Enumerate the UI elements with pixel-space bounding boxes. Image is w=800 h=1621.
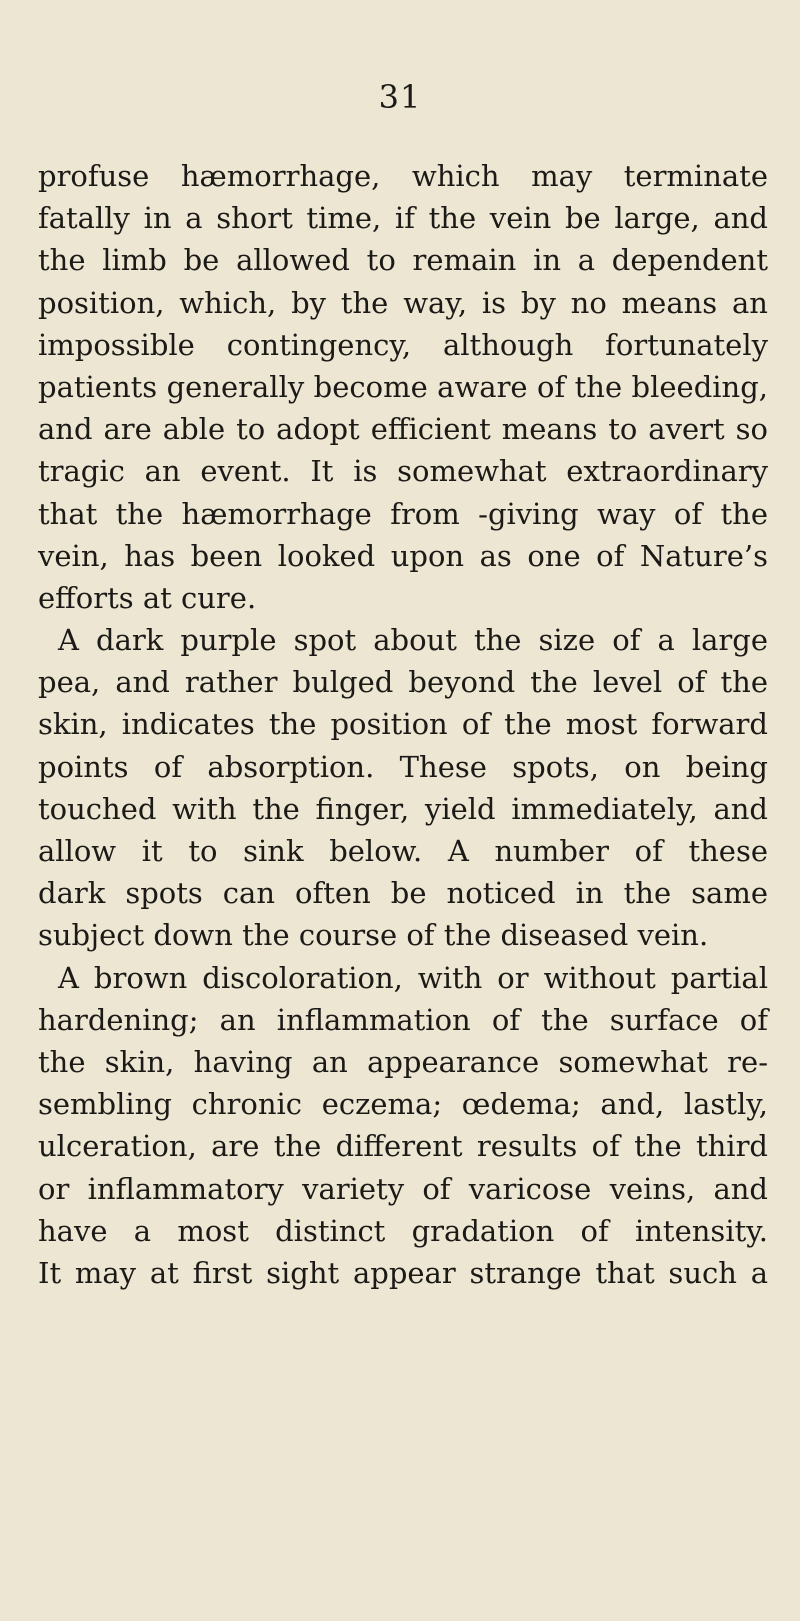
body-text [38, 155, 768, 1294]
text-line: the limb be allowed to remain in a dependent [38, 243, 768, 278]
text-line: sembling chronic eczema; œdema; and, lastly, [38, 1087, 768, 1122]
text-line: skin, indicates the position of the most forward [38, 707, 768, 742]
page-number: 31 [378, 78, 422, 116]
text-line: impossible contingency, although fortunately [38, 327, 768, 362]
text-line: It may at first sight appear strange that such a [38, 1255, 768, 1290]
text-line: hardening; an inflammation of the surface of [38, 1002, 768, 1037]
text-line: points of absorption. These spots, on being [38, 749, 768, 784]
text-line: profuse hæmorrhage, which may terminate [38, 159, 768, 193]
text-line: pea, and rather bulged beyond the level of the [38, 665, 768, 700]
text-line: and are able to adopt efficient means to avert so [38, 412, 768, 447]
text-line: position, which, by the way, is by no means an [38, 285, 768, 320]
text-line: fatally in a short time, if the vein be large, and [38, 201, 768, 236]
text-line: patients generally become aware of the bleeding, [38, 369, 768, 404]
text-line: the skin, having an appearance somewhat re- [38, 1044, 768, 1079]
text-line: efforts at cure. [38, 580, 257, 615]
text-line: vein, has been looked upon as one of Nature’s [38, 538, 768, 573]
text-line: A dark purple spot about the size of a large [58, 623, 768, 658]
text-line: subject down the course of the diseased vein. [38, 918, 709, 953]
text-line: or inflammatory variety of varicose veins, and [38, 1171, 768, 1206]
text-line: have a most distinct gradation of intensity. [38, 1213, 768, 1248]
text-line: A brown discoloration, with or without partial [58, 960, 768, 995]
text-line: allow it to sink below. A number of these [38, 834, 768, 868]
text-line: that the hæmorrhage from -giving way of the [38, 496, 768, 531]
text-line: ulceration, are the different results of the third [38, 1129, 768, 1164]
text-line: tragic an event. It is somewhat extraordinary [38, 454, 768, 489]
text-line: dark spots can often be noticed in the same [38, 876, 768, 911]
text-line: touched with the finger, yield immediately, and [38, 791, 768, 826]
